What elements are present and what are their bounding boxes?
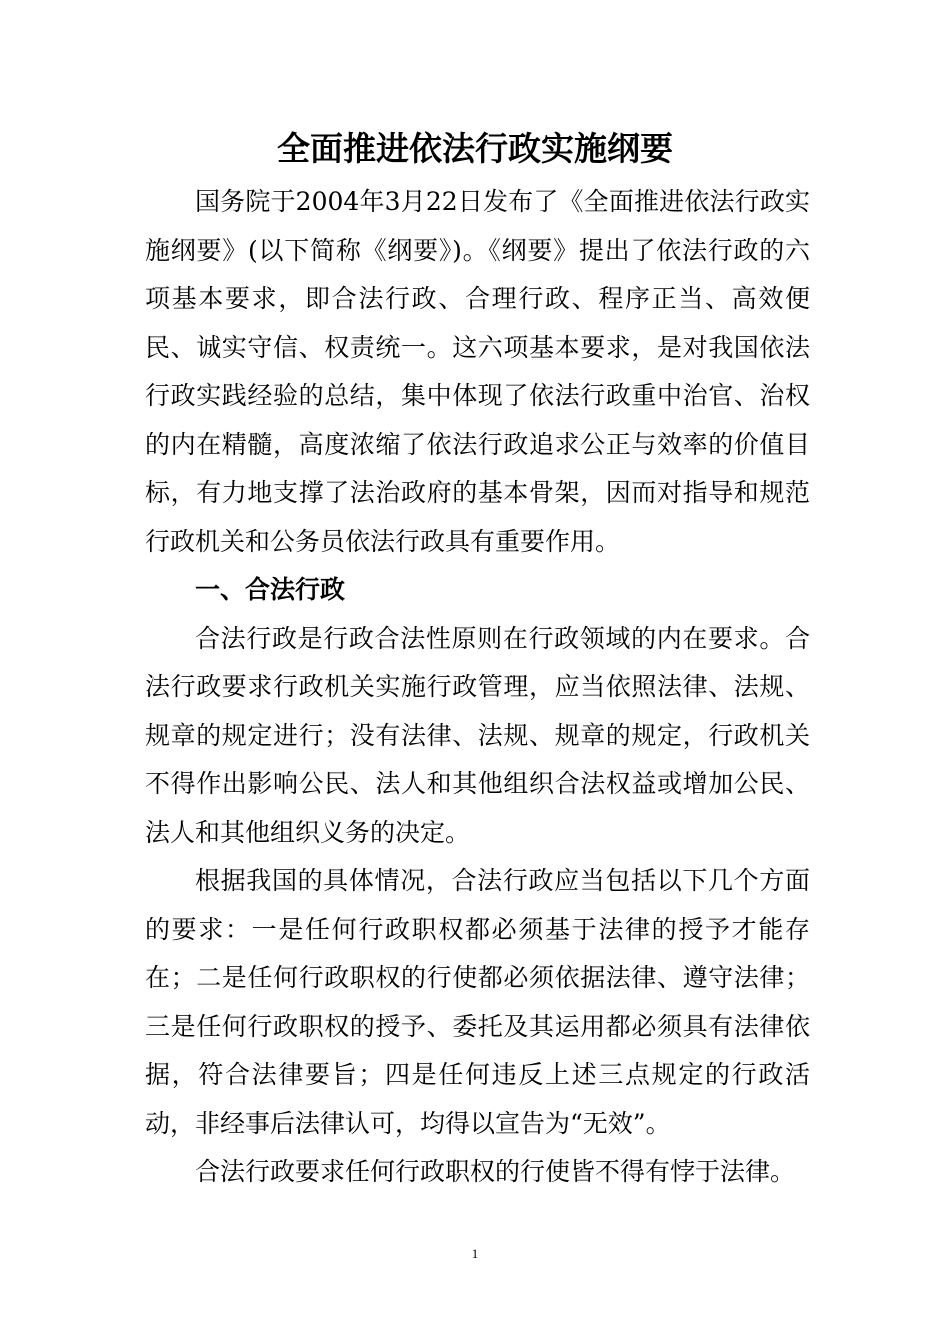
paragraph-lawful-administration-summary: 合法行政要求任何行政职权的行使皆不得有悖于法律。 [195,1157,796,1186]
section-heading-lawful-administration: 一、合法行政 [195,575,346,604]
paragraph-intro: 国务院于2004年3月22日发布了《全面推进依法行政实施纲要》(以下简称《纲要》)。《纲要》提出了依法行政的六项基本要求，即合法行政、合理行政、程序正当、高效便民、诚实守信、权责统一。这六项基本要求，是对我国依法行政实践经验的总结，集中体现了依法行政重中治官、治权的内在精髓，高度浓缩了依法行政追求公正与效率的价值目标，有力地支撑了法治政府的基本骨架，因而对指导和规范行政机关和公务员依法行政具有重要作用。 [145,187,810,556]
page-number: 1 [471,1246,479,1261]
paragraph-lawful-administration-requirements: 根据我国的具体情况，合法行政应当包括以下几个方面的要求：一是任何行政职权都必须基于法律的授予才能存在；二是任何行政职权的行使都必须依据法律、遵守法律；三是任何行政职权的授予、委托及其运用都必须具有法律依据，符合法律要旨；四是任何违反上述三点规定的行政活动，非经事后法律认可，均得以宣告为“无效”。 [145,866,810,1138]
paragraph-lawful-administration-definition: 合法行政是行政合法性原则在行政领域的内在要求。合法行政要求行政机关实施行政管理，应当依照法律、法规、规章的规定进行；没有法律、法规、规章的规定，行政机关不得作出影响公民、法人和其他组织合法权益或增加公民、法人和其他组织义务的决定。 [145,623,810,847]
document-title: 全面推进依法行政实施纲要 [277,129,673,168]
document-body [145,178,810,1197]
